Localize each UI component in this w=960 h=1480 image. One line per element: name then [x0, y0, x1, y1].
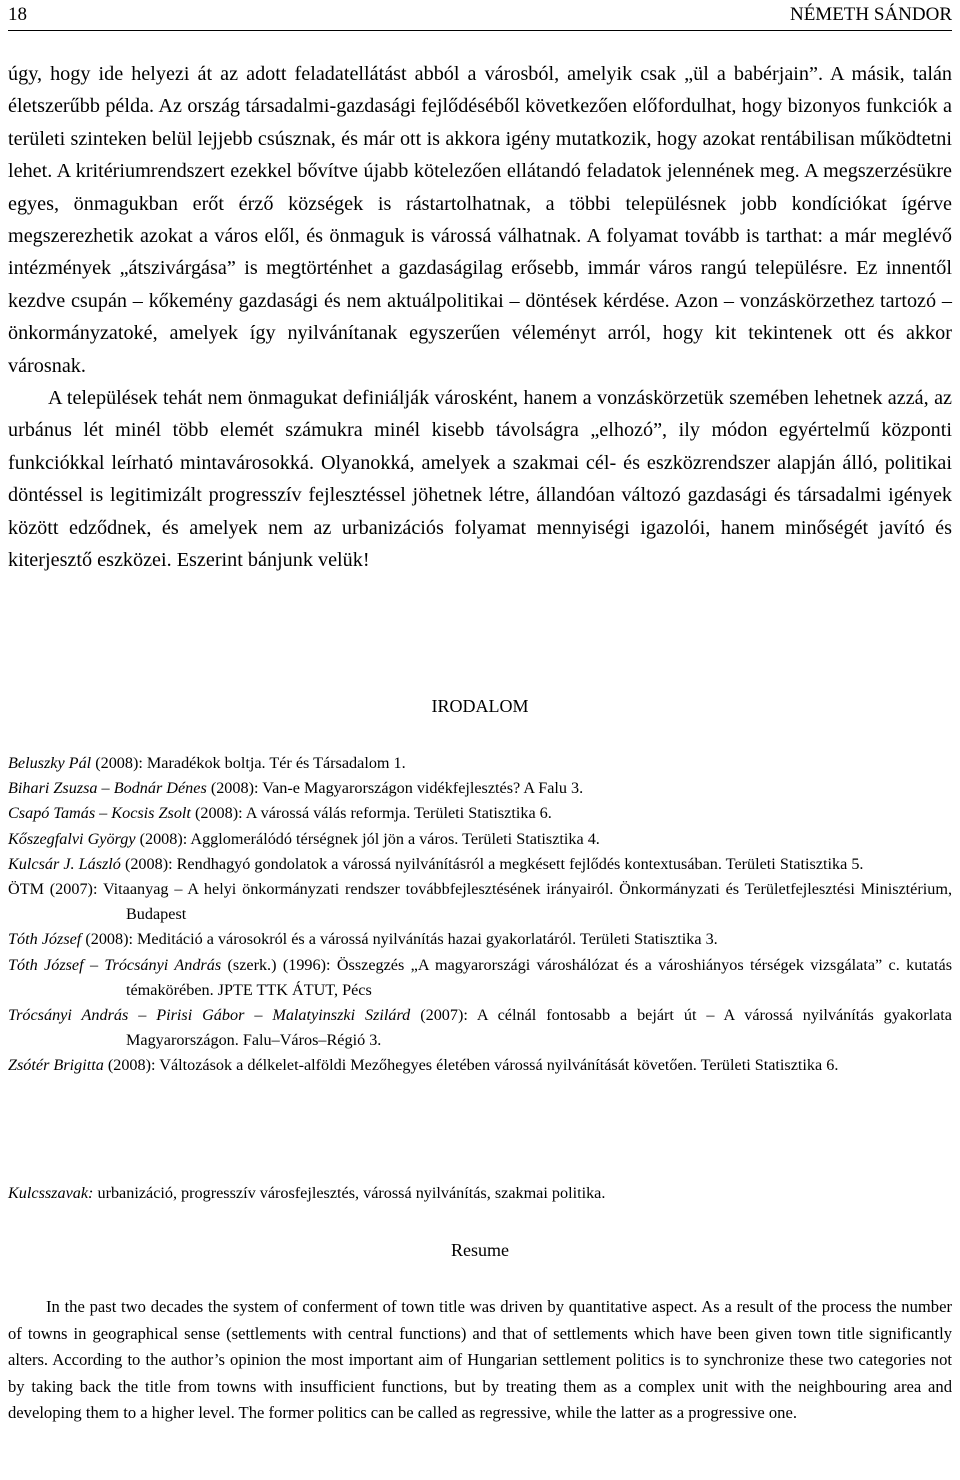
keywords-label: Kulcsszavak: [8, 1184, 94, 1202]
reference-item [8, 801, 952, 826]
reference-item [8, 953, 952, 1003]
body-text [8, 58, 952, 577]
reference-text: (2008): Maradékok boltja. Tér és Társadalom 1. [91, 754, 406, 772]
resume-text: In the past two decades the system of conferment of town title was driven by quantitative aspect. As a result of the process the number of towns in geographical sense (settlements with central functions) and that of settlements which have been given town title significantly alters. According to the author’s opinion the most important aim of Hungarian settlement politics is to synchronize these two categories not by taking back the title from towns with insufficient functions, but by treating them as a complex unit with the neighbouring area and developing them to a higher level. The former politics can be called as regressive, while the latter as a progressive one. [8, 1297, 952, 1423]
reference-item [8, 1003, 952, 1053]
keywords [8, 1181, 952, 1205]
reference-text: (2008): A várossá válás reformja. Területi Statisztika 6. [190, 804, 552, 823]
reference-item [8, 852, 952, 877]
reference-authors: Csapó Tamás – Kocsis Zsolt [8, 804, 191, 823]
reference-text: ÖTM (2007): Vitaanyag – A helyi önkormányzati rendszer továbbfejlesztésének irányairól. Önkormányzati és Területfejlesztési Minisztérium, Budapest [8, 880, 952, 924]
reference-text: (2008): Rendhagyó gondolatok a várossá nyilvánításról a megkésett fejlődés kontextusában. Területi Statisztika 5. [120, 854, 864, 873]
reference-text: (2008): Változások a délkelet-alföldi Mezőhegyes életében várossá nyilvánítását követően. Területi Statisztika 6. [103, 1056, 839, 1075]
reference-authors: Tóth József – Trócsányi András [8, 955, 222, 974]
reference-item [8, 751, 952, 776]
reference-authors: Kulcsár J. László [8, 854, 121, 873]
running-header [8, 0, 952, 31]
reference-item [8, 877, 952, 927]
resume-heading: Resume [451, 1240, 509, 1260]
keywords-text: urbanizáció, progresszív városfejlesztés, várossá nyilvánítás, szakmai politika. [93, 1184, 606, 1202]
reference-item [8, 827, 952, 852]
reference-item [8, 776, 952, 801]
body-paragraph: úgy, hogy ide helyezi át az adott feladatellátást abból a városból, amelyik csak „ül a babérjain”. A másik, talán életszerűbb példa. Az ország társadalmi-gazdasági fejlődéséből következően előfordulhat, hogy bizonyos funkciók a területi szinteken belül lejjebb csúsznak, és már ott is akkora igény mutatkozik, hogy azokat rentábilisan működtetni lehet. A kritériumrendszert ezekkel bővítve újabb kötelezően ellátandó feladatok jelennének meg. A megszerzésükre egyes, önmagukban erőt érző községek is rástartolhatnak, a többi településnek jobb kondíciókat ígérve megszerezhetik azokat a város elől, és önmaguk is várossá válhatnak. A folyamat tovább is tarthat: a már meglévő intézmények „átszivárgása” is megtörténhet a gazdaságilag erősebb, immár város rangú településre. Ez innentől kezdve csupán – kőkemény gazdasági és nem aktuálpolitikai – döntések kérdése. Azon – vonzáskörzethez tartozó – önkormányzatoké, amelyek így nyilvánítanak egyszerűen véleményt arról, hogy kit tekintenek ott és akkor városnak. [8, 63, 952, 377]
references-heading: IRODALOM [431, 696, 529, 716]
reference-text: (2008): Van-e Magyarországon vidékfejlesztés? A Falu 3. [206, 779, 584, 798]
reference-item [8, 927, 952, 952]
reference-text: (2007): A célnál fontosabb a bejárt út – A várossá nyilvánítás gyakorlata Magyarországon. Falu–Város–Régió 3. [126, 1006, 952, 1050]
reference-item [8, 1053, 952, 1078]
reference-authors: Trócsányi András – Pirisi Gábor – Malatyinszki Szilárd [8, 1006, 411, 1025]
reference-authors: Tóth József [8, 930, 82, 949]
reference-text: (2008): Agglomerálódó térségnek jól jön a város. Területi Statisztika 4. [135, 829, 600, 848]
running-author: NÉMETH SÁNDOR [789, 4, 952, 25]
reference-list [8, 751, 952, 1079]
page-number: 18 [8, 4, 27, 25]
reference-text: (2008): Meditáció a városokról és a várossá nyilvánítás hazai gyakorlatáról. Területi Statisztika 3. [81, 930, 718, 949]
reference-authors: Kőszegfalvi György [8, 829, 136, 848]
reference-authors: Zsótér Brigitta [8, 1056, 104, 1075]
reference-authors: Bihari Zsuzsa – Bodnár Dénes [8, 779, 207, 798]
body-paragraph: A települések tehát nem önmagukat definiálják városként, hanem a vonzáskörzetük szemében lehetnek azzá, az urbánus lét minél több elemét számukra minél kisebb távolságra „elhozó”, ily módon egyértelmű központi funkciókkal leírható mintavárosokká. Olyanokká, amelyek a szakmai cél- és eszközrendszer alapján álló, politikai döntéssel is legitimizált progresszív fejlesztéssel jöhetnek létre, állandóan változó gazdasági és társadalmi igények között edződnek, és amelyek nem az urbanizációs folyamat mennyiségi igazolói, hanem minőségét javító és kiterjesztő eszközei. Eszerint bánjunk velük! [8, 387, 952, 572]
reference-authors: Beluszky Pál [8, 754, 92, 772]
reference-text: (szerk.) (1996): Összegzés „A magyarországi városhálózat és a városhiányos térségek vizsgálata” c. kutatás témakörében. JPTE TTK ÁTUT, Pécs [126, 955, 952, 999]
